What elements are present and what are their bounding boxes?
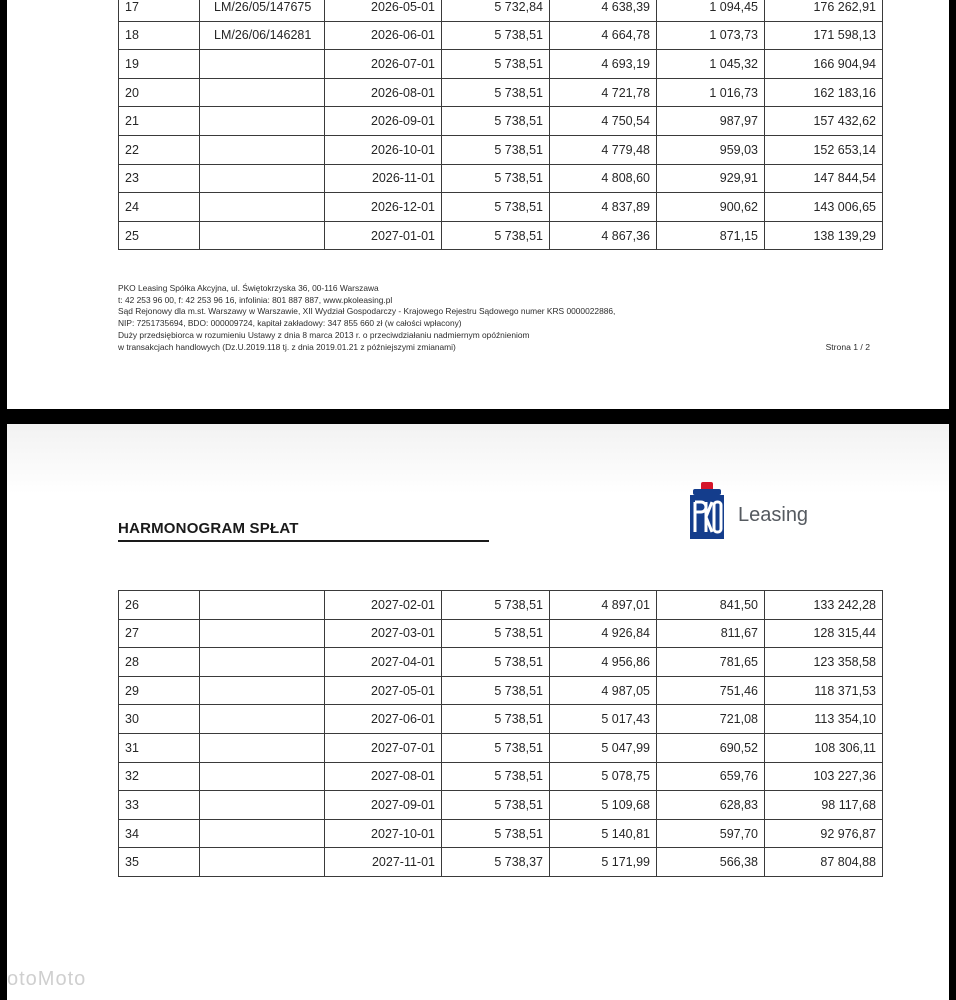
remaining-balance-cell: 87 804,88: [765, 848, 883, 877]
table-row: [119, 193, 883, 222]
installment-number-cell: 23: [119, 164, 200, 193]
due-date-cell: 2026-09-01: [325, 107, 442, 136]
installment-amount-cell: 5 738,51: [442, 791, 550, 820]
due-date-cell: 2027-04-01: [325, 648, 442, 677]
interest-cell: 597,70: [657, 819, 765, 848]
payment-schedule-table-page-1: [118, 0, 883, 250]
interest-cell: 900,62: [657, 193, 765, 222]
invoice-number-cell: [200, 135, 325, 164]
watermark: otoMoto: [7, 968, 87, 990]
due-date-cell: 2026-12-01: [325, 193, 442, 222]
table-row: [119, 705, 883, 734]
remaining-balance-cell: 147 844,54: [765, 164, 883, 193]
interest-cell: 659,76: [657, 762, 765, 791]
remaining-balance-cell: 118 371,53: [765, 676, 883, 705]
principal-cell: 4 897,01: [550, 591, 657, 620]
logo-text: Leasing: [738, 504, 809, 526]
installment-number-cell: 24: [119, 193, 200, 222]
installment-amount-cell: 5 738,51: [442, 591, 550, 620]
installment-number-cell: 26: [119, 591, 200, 620]
invoice-number-cell: [200, 819, 325, 848]
due-date-cell: 2026-10-01: [325, 135, 442, 164]
due-date-cell: 2027-05-01: [325, 676, 442, 705]
company-footer: [118, 283, 878, 353]
remaining-balance-cell: 113 354,10: [765, 705, 883, 734]
due-date-cell: 2026-07-01: [325, 50, 442, 79]
pko-leasing-logo: [683, 480, 823, 544]
installment-amount-cell: 5 738,51: [442, 733, 550, 762]
installment-number-cell: 31: [119, 733, 200, 762]
principal-cell: 4 808,60: [550, 164, 657, 193]
principal-cell: 4 837,89: [550, 193, 657, 222]
principal-cell: 4 956,86: [550, 648, 657, 677]
installment-amount-cell: 5 738,51: [442, 705, 550, 734]
installment-number-cell: 19: [119, 50, 200, 79]
remaining-balance-cell: 152 653,14: [765, 135, 883, 164]
interest-cell: 751,46: [657, 676, 765, 705]
footer-line: w transakcjach handlowych (Dz.U.2019.118 tj. z dnia 2019.01.21 z późniejszymi zmianami): [118, 341, 456, 352]
installment-number-cell: 17: [119, 0, 200, 21]
principal-cell: 5 047,99: [550, 733, 657, 762]
principal-cell: 4 779,48: [550, 135, 657, 164]
installment-number-cell: 28: [119, 648, 200, 677]
footer-line: Sąd Rejonowy dla m.st. Warszawy w Warszawie, XII Wydział Gospodarczy - Krajowego Rejestru Sądowego numer KRS 0000022886,: [118, 306, 616, 317]
installment-amount-cell: 5 738,51: [442, 762, 550, 791]
principal-cell: 4 750,54: [550, 107, 657, 136]
remaining-balance-cell: 157 432,62: [765, 107, 883, 136]
due-date-cell: 2027-03-01: [325, 619, 442, 648]
principal-cell: 5 078,75: [550, 762, 657, 791]
installment-amount-cell: 5 738,51: [442, 648, 550, 677]
principal-cell: 4 867,36: [550, 221, 657, 250]
table-row: [119, 648, 883, 677]
interest-cell: 871,15: [657, 221, 765, 250]
principal-cell: 5 017,43: [550, 705, 657, 734]
due-date-cell: 2027-11-01: [325, 848, 442, 877]
due-date-cell: 2026-08-01: [325, 78, 442, 107]
due-date-cell: 2027-10-01: [325, 819, 442, 848]
remaining-balance-cell: 176 262,91: [765, 0, 883, 21]
installment-number-cell: 27: [119, 619, 200, 648]
interest-cell: 959,03: [657, 135, 765, 164]
interest-cell: 690,52: [657, 733, 765, 762]
invoice-number-cell: [200, 50, 325, 79]
due-date-cell: 2027-02-01: [325, 591, 442, 620]
due-date-cell: 2027-08-01: [325, 762, 442, 791]
page-number: Strona 1 / 2: [825, 342, 870, 352]
table-row: [119, 107, 883, 136]
installment-amount-cell: 5 738,51: [442, 78, 550, 107]
invoice-number-cell: [200, 648, 325, 677]
document-title: HARMONOGRAM SPŁAT: [118, 520, 299, 537]
footer-line: PKO Leasing Spółka Akcyjna, ul. Świętokrzyska 36, 00-116 Warszawa: [118, 283, 379, 293]
remaining-balance-cell: 123 358,58: [765, 648, 883, 677]
installment-number-cell: 20: [119, 78, 200, 107]
remaining-balance-cell: 166 904,94: [765, 50, 883, 79]
due-date-cell: 2026-11-01: [325, 164, 442, 193]
principal-cell: 5 109,68: [550, 791, 657, 820]
principal-cell: 4 926,84: [550, 619, 657, 648]
table-row: [119, 848, 883, 877]
installment-amount-cell: 5 738,37: [442, 848, 550, 877]
invoice-number-cell: [200, 791, 325, 820]
table-row: [119, 676, 883, 705]
installment-number-cell: 33: [119, 791, 200, 820]
principal-cell: 5 140,81: [550, 819, 657, 848]
interest-cell: 628,83: [657, 791, 765, 820]
invoice-number-cell: [200, 762, 325, 791]
table-row: [119, 619, 883, 648]
table-row: [119, 591, 883, 620]
table-row: [119, 78, 883, 107]
principal-cell: 4 987,05: [550, 676, 657, 705]
installment-number-cell: 30: [119, 705, 200, 734]
installment-number-cell: 29: [119, 676, 200, 705]
remaining-balance-cell: 171 598,13: [765, 21, 883, 50]
invoice-number-cell: LM/26/06/146281: [200, 21, 325, 50]
installment-amount-cell: 5 738,51: [442, 107, 550, 136]
table-row: [119, 21, 883, 50]
installment-amount-cell: 5 738,51: [442, 619, 550, 648]
invoice-number-cell: [200, 619, 325, 648]
principal-cell: 4 721,78: [550, 78, 657, 107]
remaining-balance-cell: 108 306,11: [765, 733, 883, 762]
interest-cell: 721,08: [657, 705, 765, 734]
table-row: [119, 819, 883, 848]
table-row: [119, 164, 883, 193]
table-row: [119, 221, 883, 250]
installment-number-cell: 25: [119, 221, 200, 250]
installment-amount-cell: 5 738,51: [442, 135, 550, 164]
installment-number-cell: 21: [119, 107, 200, 136]
installment-amount-cell: 5 738,51: [442, 676, 550, 705]
invoice-number-cell: [200, 164, 325, 193]
due-date-cell: 2027-07-01: [325, 733, 442, 762]
invoice-number-cell: [200, 193, 325, 222]
installment-number-cell: 32: [119, 762, 200, 791]
table-row: [119, 791, 883, 820]
interest-cell: 1 094,45: [657, 0, 765, 21]
installment-amount-cell: 5 738,51: [442, 221, 550, 250]
installment-number-cell: 34: [119, 819, 200, 848]
installment-amount-cell: 5 732,84: [442, 0, 550, 21]
due-date-cell: 2026-06-01: [325, 21, 442, 50]
table-row: [119, 50, 883, 79]
invoice-number-cell: [200, 591, 325, 620]
interest-cell: 987,97: [657, 107, 765, 136]
invoice-number-cell: [200, 705, 325, 734]
due-date-cell: 2026-05-01: [325, 0, 442, 21]
invoice-number-cell: [200, 676, 325, 705]
principal-cell: 4 693,19: [550, 50, 657, 79]
principal-cell: 5 171,99: [550, 848, 657, 877]
remaining-balance-cell: 133 242,28: [765, 591, 883, 620]
installment-amount-cell: 5 738,51: [442, 819, 550, 848]
interest-cell: 811,67: [657, 619, 765, 648]
invoice-number-cell: [200, 78, 325, 107]
document-page-1: [7, 0, 949, 409]
title-underline: [118, 540, 489, 542]
remaining-balance-cell: 162 183,16: [765, 78, 883, 107]
interest-cell: 781,65: [657, 648, 765, 677]
invoice-number-cell: [200, 848, 325, 877]
table-row: [119, 762, 883, 791]
invoice-number-cell: [200, 733, 325, 762]
footer-line: NIP: 7251735694, BDO: 000009724, kapitał zakładowy: 347 855 660 zł (w całości wpłacony): [118, 318, 462, 329]
interest-cell: 1 045,32: [657, 50, 765, 79]
interest-cell: 841,50: [657, 591, 765, 620]
interest-cell: 929,91: [657, 164, 765, 193]
principal-cell: 4 664,78: [550, 21, 657, 50]
principal-cell: 4 638,39: [550, 0, 657, 21]
installment-amount-cell: 5 738,51: [442, 164, 550, 193]
remaining-balance-cell: 103 227,36: [765, 762, 883, 791]
invoice-number-cell: LM/26/05/147675: [200, 0, 325, 21]
installment-number-cell: 18: [119, 21, 200, 50]
table-row: [119, 0, 883, 21]
pko-shield-icon: [683, 480, 733, 544]
footer-line: t: 42 253 96 00, f: 42 253 96 16, infolinia: 801 887 887, www.pkoleasing.pl: [118, 294, 393, 305]
interest-cell: 566,38: [657, 848, 765, 877]
remaining-balance-cell: 128 315,44: [765, 619, 883, 648]
payment-schedule-table-page-2: [118, 590, 883, 877]
footer-line: Duży przedsiębiorca w rozumieniu Ustawy z dnia 8 marca 2013 r. o przeciwdziałaniu nadmiernym opóźnieniom: [118, 329, 530, 340]
installment-number-cell: 35: [119, 848, 200, 877]
due-date-cell: 2027-01-01: [325, 221, 442, 250]
installment-number-cell: 22: [119, 135, 200, 164]
installment-amount-cell: 5 738,51: [442, 21, 550, 50]
installment-amount-cell: 5 738,51: [442, 50, 550, 79]
document-page-2: [7, 424, 949, 1000]
table-row: [119, 733, 883, 762]
remaining-balance-cell: 92 976,87: [765, 819, 883, 848]
interest-cell: 1 073,73: [657, 21, 765, 50]
installment-amount-cell: 5 738,51: [442, 193, 550, 222]
invoice-number-cell: [200, 107, 325, 136]
table-row: [119, 135, 883, 164]
remaining-balance-cell: 138 139,29: [765, 221, 883, 250]
remaining-balance-cell: 143 006,65: [765, 193, 883, 222]
due-date-cell: 2027-09-01: [325, 791, 442, 820]
interest-cell: 1 016,73: [657, 78, 765, 107]
remaining-balance-cell: 98 117,68: [765, 791, 883, 820]
invoice-number-cell: [200, 221, 325, 250]
due-date-cell: 2027-06-01: [325, 705, 442, 734]
